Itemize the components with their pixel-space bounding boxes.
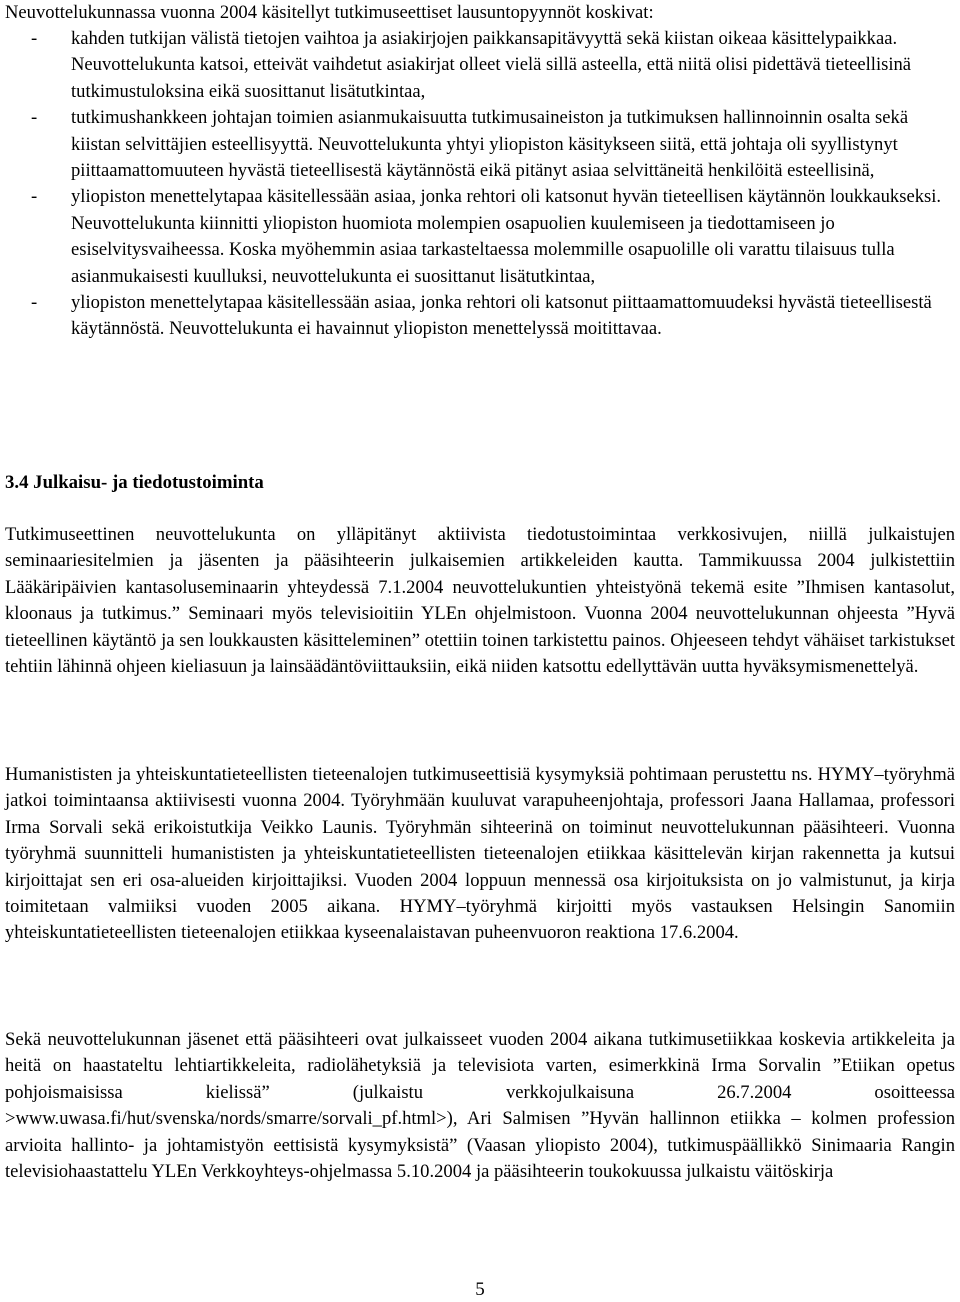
bullet-item [5,26,955,105]
bullet-dash: - [31,107,38,129]
bullet-text: yliopiston menettelytapaa käsitellessään asiaa, jonka rehtori oli katsonut hyvän tieteellisen käytännön loukkaukseksi. Neuvottelukunta kiinnitti yliopiston huomiota molempien osapuolien kuulemiseen ja tiedottamiseen jo esiselvitysvaiheessa. Koska myöhemmin asiaa tarkasteltaessa molemmille osapuolille oli varattu tilaisuus tulla asianmukaisesti kuulluksi, neuvottelukunta ei suosittanut lisätutkintaa, [71,186,942,287]
bullet-item [5,184,955,290]
paragraph: Sekä neuvottelukunnan jäsenet että pääsihteeri ovat julkaisseet vuoden 2004 aikana tutkimusetiikkaa koskevia artikkeleita ja heitä on haastateltu lehtiartikkeleita, radiolähetyksiä ja televisiota varten, esimerkkinä Irma Sorvalin ”Etiikan opetus pohjoismaisissa kielissä” (julkaistu verkkojulkaisuna 26.7.2004 osoitteessa >www.uwasa.fi/hut/svenska/nords/smarre/sorvali_pf.html>), Ari Salmisen ”Hyvän hallinnon etiikka – kolmen profession arvioita hallinto- ja johtamistyön eettisistä kysymyksistä” (Vaasan yliopisto 2004), tutkimuspäällikkö Sinimaaria Rangin televisiohaastattelu YLEn Verkkoyhteys-ohjelmassa 5.10.2004 ja pääsihteerin toukokuussa julkaistu väitöskirja [5,1029,955,1183]
section-heading: 3.4 Julkaisu- ja tiedotustoiminta [5,472,264,493]
bullet-item [5,105,955,184]
bullet-text: yliopiston menettelytapaa käsitellessään asiaa, jonka rehtori oli katsonut piittaamattomuudeksi hyvästä tieteellisestä käytännöstä. Neuvottelukunta ei havainnut yliopiston menettelyssä moitittavaa. [71,292,932,340]
paragraph: Humanististen ja yhteiskuntatieteellisten tieteenalojen tutkimuseettisiä kysymyksiä pohtimaan perustettu ns. HYMY–työryhmä jatkoi toimintaansa aktiivisesti vuonna 2004. Työryhmään kuuluvat varapuheenjohtaja, professori Jaana Hallamaa, professori Irma Sorvali sekä erikoistutkija Veikko Launis. Työryhmän sihteerinä on toiminut neuvottelukunnan pääsihteeri. Vuonna työryhmä suunnitteli humanististen ja yhteiskuntatieteellisten tieteenalojen etiikkaa käsittelevän kirjan rakennetta ja kutsui kirjoittajat sen eri osa-alueiden kirjoittajiksi. Vuoden 2004 loppuun mennessä osa kirjoituksista on jo valmistunut, ja kirja toimitetaan valmiiksi vuoden 2005 aikana. HYMY–työryhmä kirjoitti myös vastauksen Helsingin Sanomiin yhteiskuntatieteellisten tieteenalojen etiikkaa kyseenalaistavan puheenvuoron reaktiona 17.6.2004. [5,764,955,944]
paragraph: Tutkimuseettinen neuvottelukunta on ylläpitänyt aktiivista tiedotustoimintaa verkkosivujen, niillä julkaistujen seminaariesitelmien ja jäsenten ja pääsihteerin julkaisemien artikkeleiden kautta. Tammikuussa 2004 julkistettiin Lääkäripäivien kantasoluseminaarin yhteydessä 7.1.2004 neuvottelukuntien yhteistyönä tekemä esite ”Ihmisen kantasolut, kloonaus ja tutkimus.” Seminaari myös televisioitiin YLEn ohjelmistoon. Vuonna 2004 neuvottelukunnan ohjeesta ”Hyvä tieteellinen käytäntö ja sen loukkausten käsitteleminen” otettiin toinen tarkistettu painos. Ohjeeseen tehdyt vähäiset tarkistukset tehtiin lähinnä ohjeen kieliasuun ja lainsäädäntöviittauksiin, eikä niiden katsottu edellyttävän uutta hyväksymismenettelyä. [5,524,955,678]
bullet-text: tutkimushankkeen johtajan toimien asianmukaisuutta tutkimusaineiston ja tutkimuksen hallinnoinnin osalta sekä kiistan selvittäjien esteellisyyttä. Neuvottelukunta yhtyi yliopiston käsitykseen siitä, että johtaja oli syyllistynyt piittaamattomuuteen hyvästä tieteellisestä käytännöstä eikä pitänyt asiaa selvittäneitä henkilöitä esteellisinä, [71,107,909,182]
bullet-dash: - [31,28,38,49]
bullet-item [5,290,955,343]
page-number: 5 [475,1279,485,1300]
bullet-dash: - [31,292,38,314]
bullet-list [5,26,955,343]
intro-line: Neuvottelukunnassa vuonna 2004 käsitellyt tutkimuseettiset lausuntopyynnöt koskivat: [5,2,654,23]
bullet-dash: - [31,186,38,208]
bullet-text: kahden tutkijan välistä tietojen vaihtoa ja asiakirjojen paikkansapitävyyttä sekä kiistan oikeaa käsittelypaikkaa. Neuvottelukunta katsoi, etteivät vaihdetut asiakirjat olleet vielä sillä asteella, että niitä olisi pidettävä tieteellisinä tutkimustuloksina eikä suosittanut lisätutkintaa, [71,28,912,102]
